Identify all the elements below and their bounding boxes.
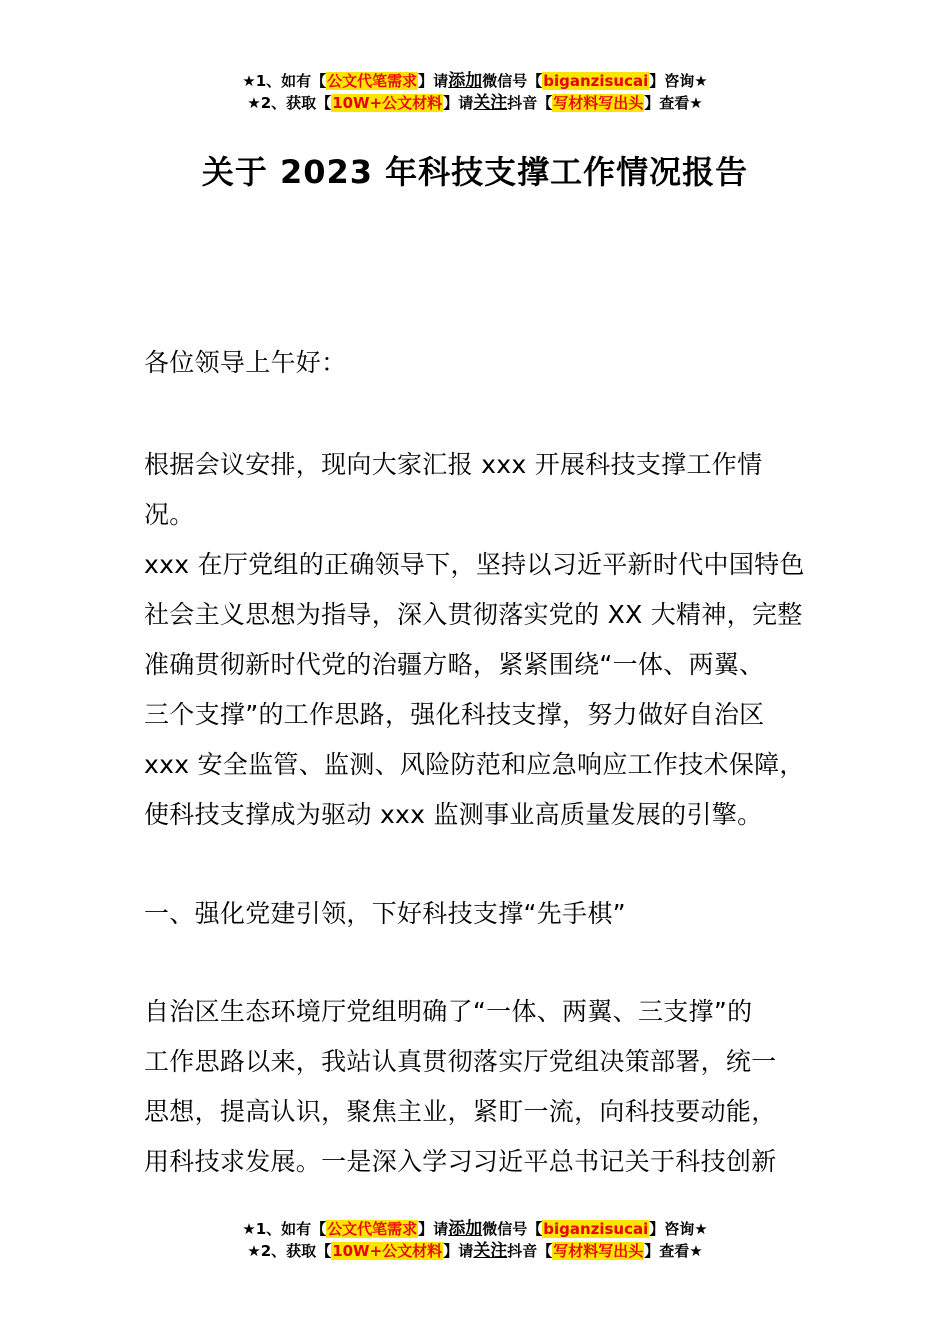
- promo-text: 】咨询★: [649, 72, 708, 90]
- promo-text: 抖音【: [507, 1242, 553, 1260]
- top-promo-banner: [0, 70, 950, 114]
- text-line: 三个支撑”的工作思路，强化科技支撑，努力做好自治区: [144, 700, 765, 729]
- promo-text: ★1、如有【: [242, 72, 327, 90]
- promo-text: ★2、获取【: [247, 1242, 332, 1260]
- promo-highlight: 公文代笔需求: [327, 72, 418, 90]
- promo-underline: 关注: [473, 93, 508, 113]
- promo-text: 微信号【: [482, 1220, 543, 1238]
- promo-text: 微信号【: [482, 72, 543, 90]
- intro-text: 根据会议安排，现向大家汇报 xxx 开展科技支撑工作情况。: [144, 450, 763, 529]
- promo-text: 】请: [418, 1220, 449, 1238]
- text-line: 工作思路以来，我站认真贯彻落实厅党组决策部署，统一: [144, 1047, 777, 1076]
- promo-highlight: 公文代笔需求: [327, 1220, 418, 1238]
- document-title: 关于 2023 年科技支撑工作情况报告: [201, 153, 749, 191]
- promo-text: 】咨询★: [649, 1220, 708, 1238]
- promo-underline: 添加: [448, 1219, 483, 1239]
- section-heading-text: 一、强化党建引领，下好科技支撑“先手棋”: [144, 899, 626, 928]
- text-line: xxx 在厅党组的正确领导下，坚持以习近平新时代中国特色: [144, 550, 805, 579]
- greeting-paragraph: [144, 338, 810, 388]
- promo-wechat-id: biganzisucai: [543, 1220, 649, 1238]
- promo-line-1: [0, 70, 950, 92]
- section-paragraph: [144, 987, 810, 1187]
- promo-wechat-id: biganzisucai: [543, 72, 649, 90]
- greeting-text: 各位领导上午好：: [144, 348, 347, 377]
- promo-text: 】查看★: [644, 1242, 703, 1260]
- promo-text: 】查看★: [644, 94, 703, 112]
- promo-text: ★2、获取【: [247, 94, 332, 112]
- text-line: 社会主义思想为指导，深入贯彻落实党的 XX 大精神，完整: [144, 600, 803, 629]
- promo-text: 抖音【: [507, 94, 553, 112]
- bottom-promo-banner: [0, 1218, 950, 1262]
- text-line: 思想，提高认识，聚焦主业，紧盯一流，向科技要动能，: [144, 1097, 777, 1126]
- promo-text: ★1、如有【: [242, 1220, 327, 1238]
- intro-paragraph: [144, 440, 810, 540]
- promo-underline: 关注: [473, 1241, 508, 1261]
- promo-underline: 添加: [448, 71, 483, 91]
- promo-line-2: [0, 1240, 950, 1262]
- promo-highlight: 10W+公文材料: [332, 1242, 443, 1260]
- main-paragraph: [144, 540, 810, 840]
- promo-line-1: [0, 1218, 950, 1240]
- promo-text: 】请: [418, 72, 449, 90]
- text-line: 自治区生态环境厅党组明确了“一体、两翼、三支撑”的: [144, 997, 753, 1026]
- text-line: xxx 安全监管、监测、风险防范和应急响应工作技术保障，: [144, 750, 805, 779]
- promo-douyin-id: 写材料写出头: [553, 94, 644, 112]
- promo-line-2: [0, 92, 950, 114]
- text-line: 用科技求发展。一是深入学习习近平总书记关于科技创新: [144, 1147, 777, 1176]
- promo-douyin-id: 写材料写出头: [553, 1242, 644, 1260]
- text-line: 使科技支撑成为驱动 xxx 监测事业高质量发展的引擎。: [144, 800, 763, 829]
- promo-text: 】请: [443, 1242, 474, 1260]
- promo-text: 】请: [443, 94, 474, 112]
- text-line: 准确贯彻新时代党的治疆方略，紧紧围绕“一体、两翼、: [144, 650, 765, 679]
- promo-highlight: 10W+公文材料: [332, 94, 443, 112]
- section-heading-1: [144, 889, 810, 939]
